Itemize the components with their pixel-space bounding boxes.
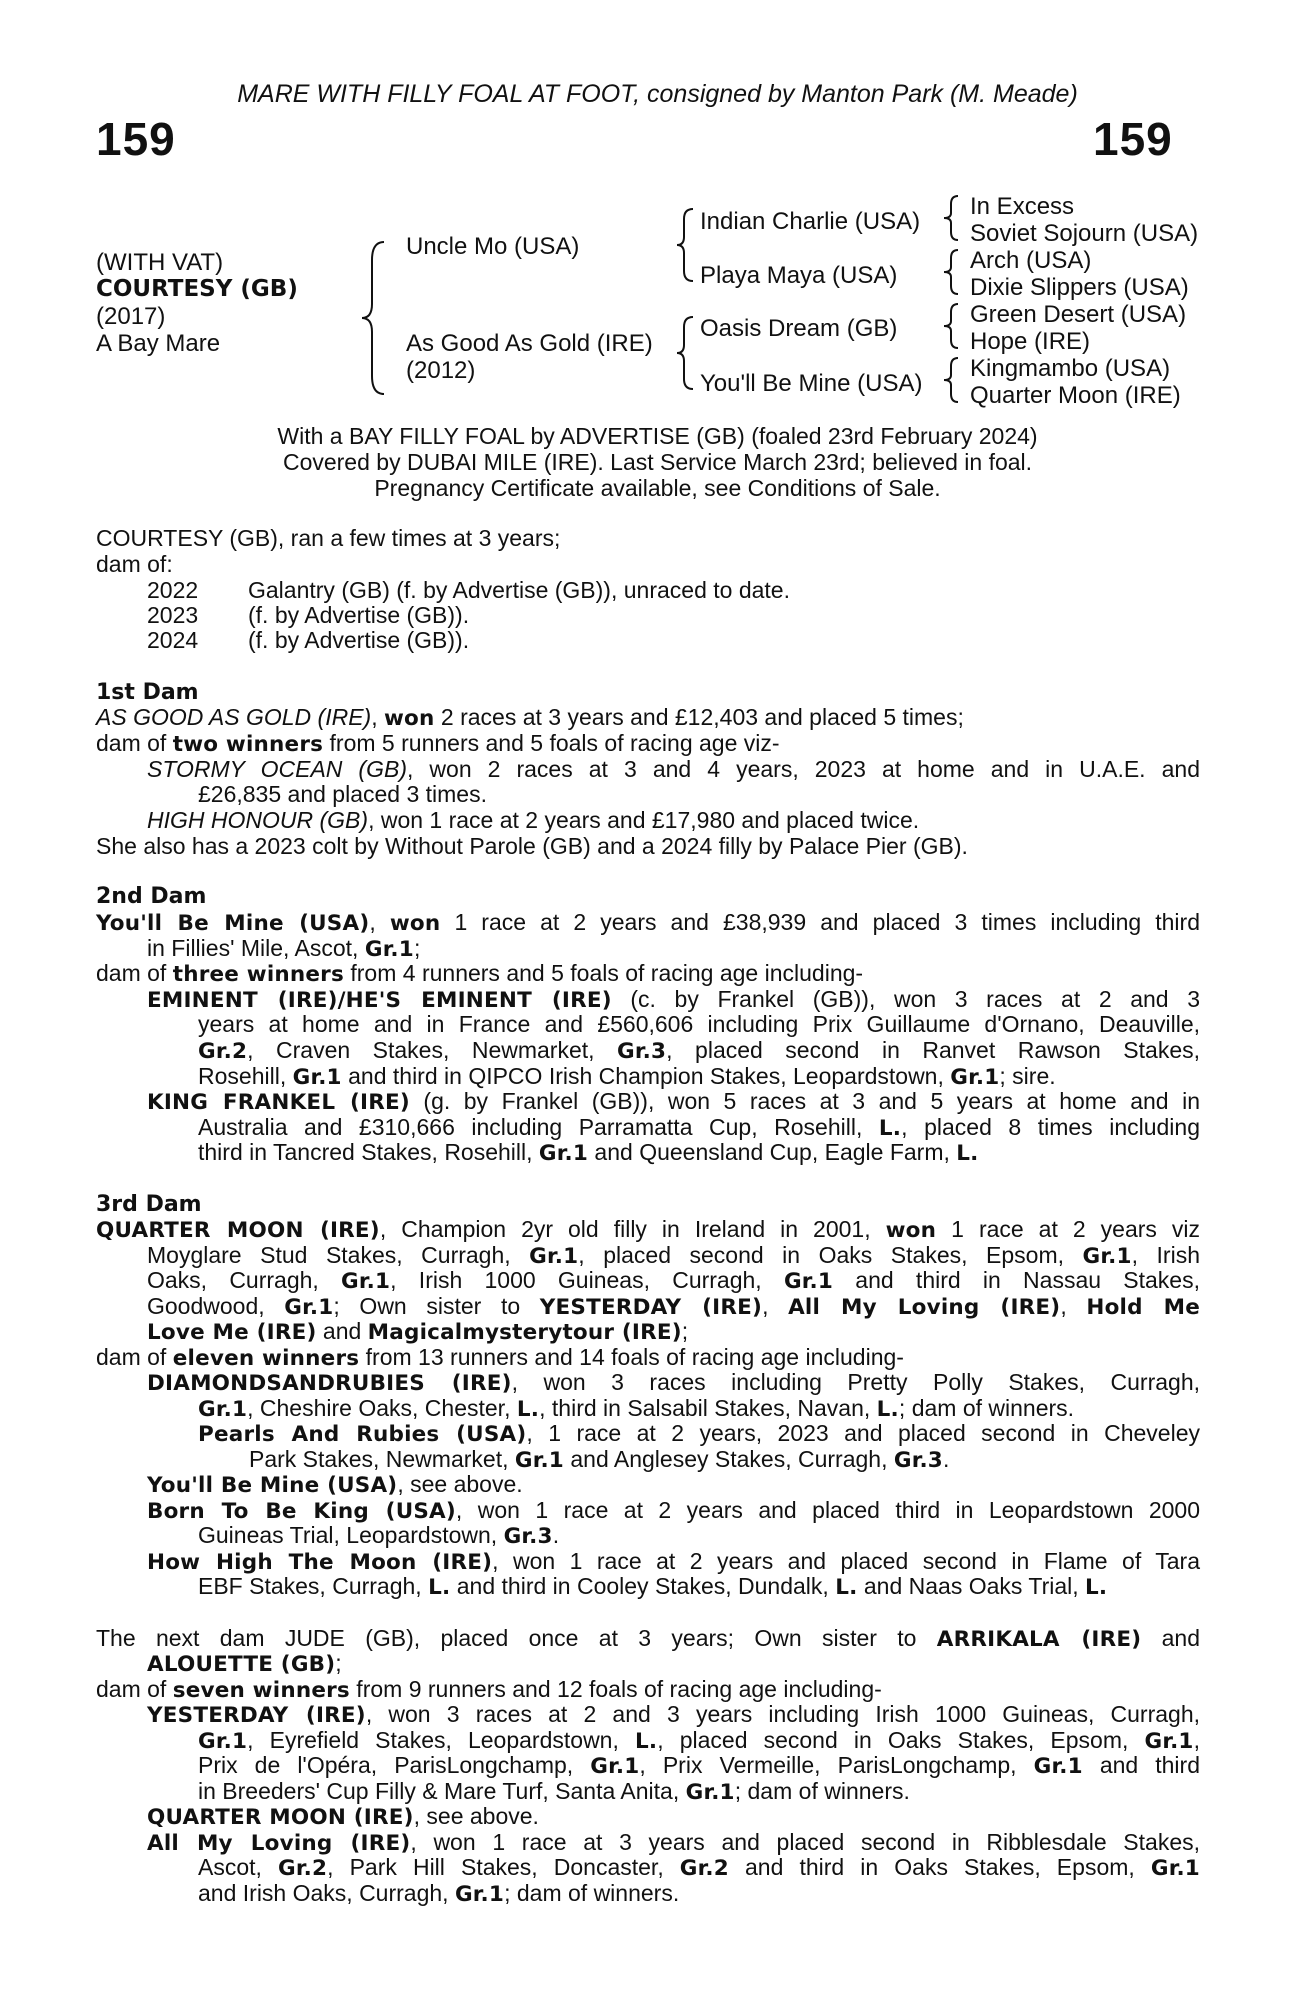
first-dam-line: HIGH HONOUR (GB), won 1 race at 2 years and £17,980 and placed twice.: [147, 807, 920, 833]
pedigree-brace-g3-3: [942, 301, 964, 351]
next-dam-line: Ascot, Gr.2, Park Hill Stakes, Doncaster, Gr.2 and third in Oaks Stakes, Epsom, Gr.1: [198, 1854, 1200, 1881]
pedigree-brace-sire: [675, 205, 697, 285]
next-dam-line: Gr.1, Eyrefield Stakes, Leopardstown, L., placed second in Oaks Stakes, Epsom, Gr.1,: [198, 1727, 1200, 1754]
next-dam-line: All My Loving (IRE), won 1 race at 3 years and placed second in Ribblesdale Stakes,: [147, 1829, 1200, 1856]
foal-info-1: With a BAY FILLY FOAL by ADVERTISE (GB) (foaled 23rd February 2024): [277, 423, 1038, 449]
third-dam-line: Gr.1, Cheshire Oaks, Chester, L., third in Salsabil Stakes, Navan, L.; dam of winners.: [198, 1395, 1075, 1422]
third-dam-line: dam of eleven winners from 13 runners and 14 foals of racing age including-: [96, 1344, 904, 1371]
horse-name: COURTESY (GB): [96, 276, 298, 302]
produce-damof: dam of:: [96, 551, 173, 577]
next-dam-line: dam of seven winners from 9 runners and 12 foals of racing age including-: [96, 1676, 882, 1703]
gen3-2: Soviet Sojourn (USA): [970, 220, 1199, 247]
next-dam-line: and Irish Oaks, Curragh, Gr.1; dam of winners.: [198, 1880, 680, 1907]
third-dam-line: You'll Be Mine (USA), see above.: [147, 1471, 523, 1498]
second-dam-line: third in Tancred Stakes, Rosehill, Gr.1 and Queensland Cup, Eagle Farm, L.: [198, 1139, 979, 1166]
third-dam-line: Goodwood, Gr.1; Own sister to YESTERDAY (IRE), All My Loving (IRE), Hold Me: [147, 1293, 1201, 1320]
second-dam-line: EMINENT (IRE)/HE'S EMINENT (IRE) (c. by Frankel (GB)), won 3 races at 2 and 3: [147, 986, 1200, 1013]
gen3-7: Kingmambo (USA): [970, 355, 1171, 382]
horse-year: (2017): [96, 303, 166, 330]
lot-number-left: 159: [96, 113, 176, 165]
third-dam-line: Moyglare Stud Stakes, Curragh, Gr.1, placed second in Oaks Stakes, Epsom, Gr.1, Irish: [147, 1242, 1200, 1269]
second-dam-line: dam of three winners from 4 runners and 5 foals of racing age including-: [96, 960, 864, 987]
next-dam-line: in Breeders' Cup Filly & Mare Turf, Santa Anita, Gr.1; dam of winners.: [198, 1778, 910, 1805]
next-dam-line: YESTERDAY (IRE), won 3 races at 2 and 3 years including Irish 1000 Guineas, Curragh,: [147, 1701, 1200, 1728]
gen3-8: Quarter Moon (IRE): [970, 382, 1181, 409]
produce-year-1: 2022: [147, 577, 199, 603]
dam-year: (2012): [406, 357, 476, 384]
lot-number-right: 159: [1093, 113, 1173, 165]
gen3-3: Arch (USA): [970, 247, 1092, 274]
pedigree-brace-g3-2: [942, 247, 964, 297]
first-dam-line: STORMY OCEAN (GB), won 2 races at 3 and 4 years, 2023 at home and in U.A.E. and: [147, 756, 1200, 782]
second-dam-line: Australia and £310,666 including Parramatta Cup, Rosehill, L., placed 8 times including: [198, 1114, 1200, 1141]
third-dam-line: Park Stakes, Newmarket, Gr.1 and Anglesey Stakes, Curragh, Gr.3.: [249, 1446, 950, 1473]
third-dam-line: Guineas Trial, Leopardstown, Gr.3.: [198, 1522, 560, 1549]
next-dam-line: The next dam JUDE (GB), placed once at 3 years; Own sister to ARRIKALA (IRE) and: [96, 1625, 1200, 1652]
gen3-5: Green Desert (USA): [970, 301, 1187, 328]
gen3-6: Hope (IRE): [970, 328, 1091, 355]
vat-label: (WITH VAT): [96, 249, 224, 276]
third-dam-line: EBF Stakes, Curragh, L. and third in Cooley Stakes, Dundalk, L. and Naas Oaks Trial, L.: [198, 1573, 1108, 1600]
produce-year-3: 2024: [147, 627, 199, 653]
pedigree-brace-main: [360, 238, 390, 398]
second-dam-line: KING FRANKEL (IRE) (g. by Frankel (GB)), won 5 races at 3 and 5 years at home and in: [147, 1088, 1201, 1115]
second-dam-line: in Fillies' Mile, Ascot, Gr.1;: [147, 935, 421, 962]
next-dam-line: Prix de l'Opéra, ParisLongchamp, Gr.1, Prix Vermeille, ParisLongchamp, Gr.1 and third: [198, 1752, 1200, 1779]
pedigree-brace-g3-1: [942, 193, 964, 243]
foal-info-3: Pregnancy Certificate available, see Conditions of Sale.: [374, 475, 941, 501]
dam-name: As Good As Gold (IRE): [406, 330, 653, 357]
third-dam-line: QUARTER MOON (IRE), Champion 2yr old filly in Ireland in 2001, won 1 race at 2 years viz: [96, 1216, 1201, 1243]
gen2-dam-dam: You'll Be Mine (USA): [700, 370, 923, 397]
third-dam-line: DIAMONDSANDRUBIES (IRE), won 3 races including Pretty Polly Stakes, Curragh,: [147, 1369, 1200, 1396]
gen2-sire-sire: Indian Charlie (USA): [700, 208, 921, 235]
pedigree-brace-dam: [675, 313, 697, 393]
sire-name: Uncle Mo (USA): [406, 233, 580, 260]
gen2-dam-sire: Oasis Dream (GB): [700, 315, 898, 342]
second-dam-line: You'll Be Mine (USA), won 1 race at 2 years and £38,939 and placed 3 times including third: [96, 909, 1200, 936]
third-dam-line: Pearls And Rubies (USA), 1 race at 2 years, 2023 and placed second in Cheveley: [198, 1420, 1200, 1447]
first-dam-line: She also has a 2023 colt by Without Parole (GB) and a 2024 filly by Palace Pier (GB).: [96, 833, 968, 859]
gen3-4: Dixie Slippers (USA): [970, 274, 1189, 301]
gen3-1: In Excess: [970, 193, 1075, 220]
second-dam-line: Rosehill, Gr.1 and third in QIPCO Irish Champion Stakes, Leopardstown, Gr.1; sire.: [198, 1063, 1056, 1090]
next-dam-line: QUARTER MOON (IRE), see above.: [147, 1803, 539, 1830]
third-dam-line: Oaks, Curragh, Gr.1, Irish 1000 Guineas, Curragh, Gr.1 and third in Nassau Stakes,: [147, 1267, 1200, 1294]
second-dam-line: years at home and in France and £560,606 including Prix Guillaume d'Ornano, Deauville,: [198, 1011, 1200, 1037]
second-dam-line: Gr.2, Craven Stakes, Newmarket, Gr.3, placed second in Ranvet Rawson Stakes,: [198, 1037, 1201, 1064]
produce-year-2: 2023: [147, 602, 199, 628]
horse-description: A Bay Mare: [96, 330, 221, 357]
produce-entry-3: (f. by Advertise (GB)).: [248, 627, 470, 653]
foal-info-2: Covered by DUBAI MILE (IRE). Last Service March 23rd; believed in foal.: [282, 449, 1033, 475]
third-dam-line: Born To Be King (USA), won 1 race at 2 years and placed third in Leopardstown 2000: [147, 1497, 1200, 1524]
first-dam-line: £26,835 and placed 3 times.: [198, 781, 487, 807]
pedigree-brace-g3-4: [942, 355, 964, 405]
produce-entry-2: (f. by Advertise (GB)).: [248, 602, 470, 628]
consignment-header: MARE WITH FILLY FOAL AT FOOT, consigned by Manton Park (M. Meade): [237, 80, 1078, 108]
first-dam-heading: 1st Dam: [96, 680, 199, 705]
third-dam-line: Love Me (IRE) and Magicalmysterytour (IRE);: [147, 1318, 689, 1345]
produce-intro: COURTESY (GB), ran a few times at 3 years;: [96, 525, 561, 551]
produce-entry-1: Galantry (GB) (f. by Advertise (GB)), unraced to date.: [248, 577, 790, 603]
first-dam-line: dam of two winners from 5 runners and 5 foals of racing age viz-: [96, 730, 780, 757]
gen2-sire-dam: Playa Maya (USA): [700, 262, 898, 289]
next-dam-line: ALOUETTE (GB);: [147, 1650, 342, 1677]
first-dam-line: AS GOOD AS GOLD (IRE), won 2 races at 3 years and £12,403 and placed 5 times;: [96, 704, 964, 731]
third-dam-line: How High The Moon (IRE), won 1 race at 2 years and placed second in Flame of Tara: [147, 1548, 1201, 1575]
second-dam-heading: 2nd Dam: [96, 884, 207, 909]
third-dam-heading: 3rd Dam: [96, 1192, 202, 1217]
